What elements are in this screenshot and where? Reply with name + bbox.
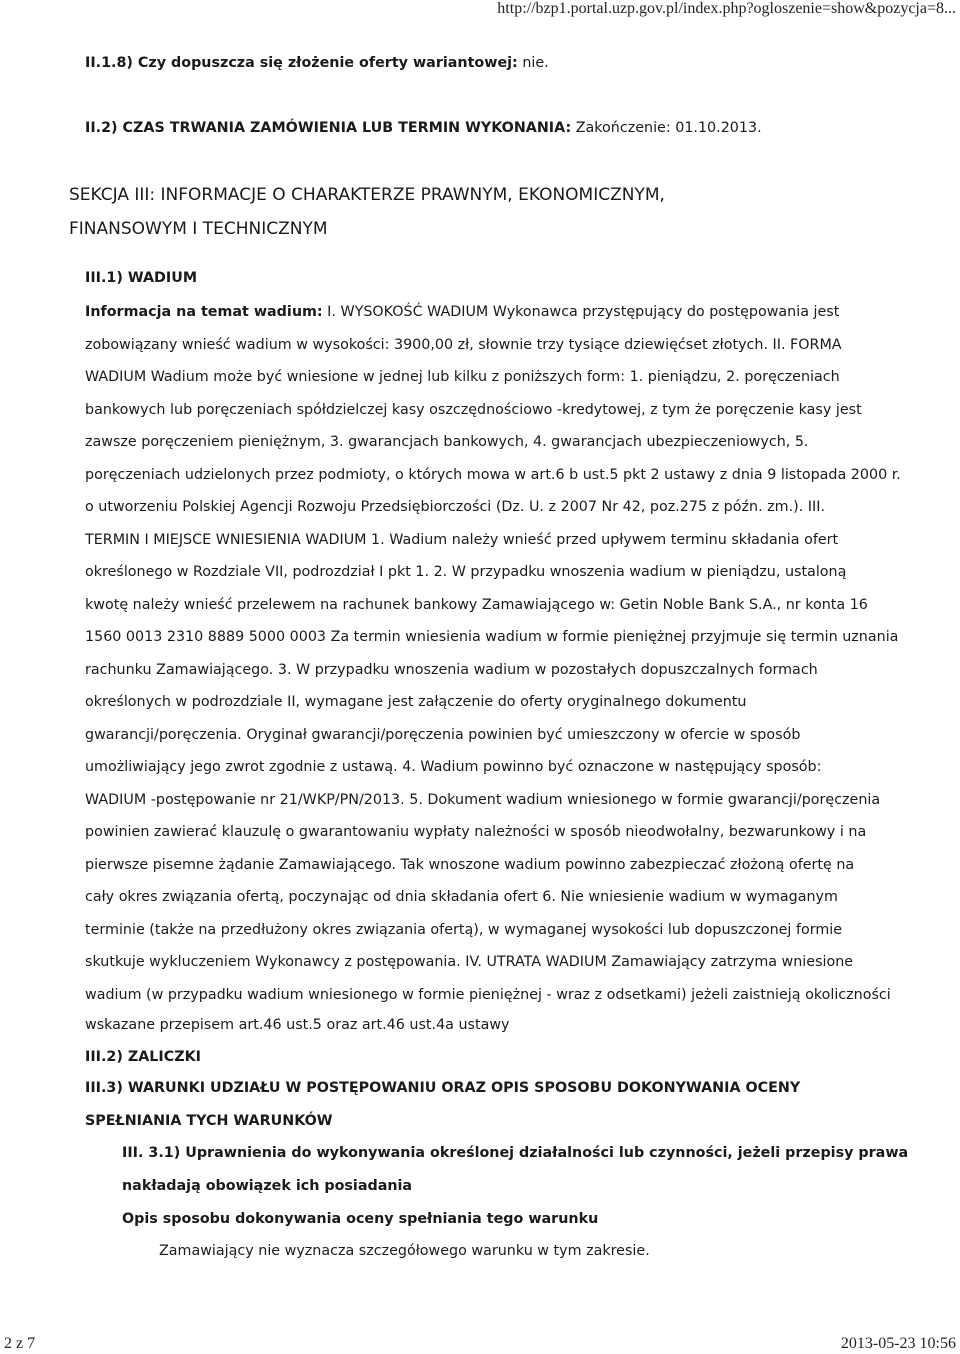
wadium-line: poręczeniach udzielonych przez podmioty, o których mowa w art.6 b ust.5 pkt 2 ustawy z dnia 9 listopada 2000 r.: [85, 466, 901, 483]
wadium-line: terminie (także na przedłużony okres związania ofertą), w wymaganej wysokości lub dopuszczonej formie: [85, 921, 843, 938]
wadium-line: WADIUM -postępowanie nr 21/WKP/PN/2013. 5. Dokument wadium wniesionego w formie gwarancji/poręczenia: [85, 791, 881, 808]
variant-offer-label: II.1.8) Czy dopuszcza się złożenie oferty wariantowej:: [85, 55, 518, 71]
section-title-line1: SEKCJA III: INFORMACJE O CHARAKTERZE PRAWNYM, EKONOMICZNYM,: [69, 185, 665, 205]
variant-offer-line: [85, 53, 549, 73]
section-title-line2: FINANSOWYM I TECHNICZNYM: [69, 219, 328, 239]
wadium-line: wskazane przepisem art.46 ust.5 oraz art.46 ust.4a ustawy: [85, 1017, 510, 1033]
opis-text: Zamawiający nie wyznacza szczegółowego warunku w tym zakresie.: [159, 1243, 650, 1259]
opis-heading: Opis sposobu dokonywania oceny spełniania tego warunku: [122, 1211, 599, 1227]
duration-line: [85, 118, 762, 138]
wadium-line: powinien zawierać klauzulę o gwarantowaniu wypłaty należności w sposób nieodwołalny, bezwarunkowy i na: [85, 824, 867, 840]
wadium-line: określonych w podrozdziale II, wymagane jest załączenie do oferty oryginalnego dokumentu: [85, 694, 747, 710]
wadium-line: skutkuje wykluczeniem Wykonawcy z postępowania. IV. UTRATA WADIUM Zamawiający zatrzyma wniesione: [85, 954, 854, 970]
print-timestamp: 2013-05-23 10:56: [840, 1335, 956, 1352]
wadium-line: pierwsze pisemne żądanie Zamawiającego. Tak wnoszone wadium powinno zabezpieczać złożoną ofertę na: [85, 856, 855, 873]
wadium-line: Informacja na temat wadium: I. WYSOKOŚĆ WADIUM Wykonawca przystępujący do postępowania jest: [85, 304, 840, 320]
uprawnienia-heading-line1: III. 3.1) Uprawnienia do wykonywania określonej działalności lub czynności, jeżeli przepisy prawa: [122, 1145, 909, 1161]
wadium-line: 1560 0013 2310 8889 5000 0003 Za termin wniesienia wadium w formie pieniężnej przyjmuje się termin uznania: [85, 629, 899, 645]
variant-offer-value: nie.: [517, 55, 549, 71]
wadium-line: zawsze poręczeniem pieniężnym, 3. gwarancjach bankowych, 4. gwarancjach ubezpieczeniowych, 5.: [85, 434, 809, 450]
wadium-line: wadium (w przypadku wadium wniesionego w formie pieniężnej - wraz z odsetkami) jeżeli zaistnieją okoliczności: [85, 986, 891, 1003]
duration-value: Zakończenie: 01.10.2013.: [571, 120, 762, 136]
wadium-line: zobowiązany wnieść wadium w wysokości: 3900,00 zł, słownie trzy tysiące dziewięćset złotych. II. FORMA: [85, 336, 842, 353]
wadium-line: rachunku Zamawiającego. 3. W przypadku wnoszenia wadium w pozostałych dopuszczalnych formach: [85, 661, 818, 678]
warunki-heading-line1: III.3) WARUNKI UDZIAŁU W POSTĘPOWANIU ORAZ OPIS SPOSOBU DOKONYWANIA OCENY: [85, 1080, 801, 1096]
wadium-line: TERMIN I MIEJSCE WNIESIENIA WADIUM 1. Wadium należy wnieść przed upływem terminu składania ofert: [85, 531, 839, 548]
wadium-line: określonego w Rozdziale VII, podrozdział I pkt 1. 2. W przypadku wnoszenia wadium w pieniądzu, ustaloną: [85, 564, 847, 580]
wadium-line: cały okres związania ofertą, poczynając od dnia składania ofert 6. Nie wniesienie wadium w wymaganym: [85, 889, 838, 905]
wadium-line: gwarancji/poręczenia. Oryginał gwarancji/poręczenia powinien być umieszczony w ofercie w sposób: [85, 726, 801, 743]
page-url: http://bzp1.portal.uzp.gov.pl/index.php?ogloszenie=show&pozycja=8...: [497, 0, 956, 17]
duration-label: II.2) CZAS TRWANIA ZAMÓWIENIA LUB TERMIN WYKONANIA:: [85, 120, 572, 136]
wadium-line: bankowych lub poręczeniach spółdzielczej kasy oszczędnościowo -kredytowej, z tym że poręczenie kasy jest: [85, 401, 862, 418]
warunki-heading-line2: SPEŁNIANIA TYCH WARUNKÓW: [85, 1113, 333, 1129]
wadium-line: o utworzeniu Polskiej Agencji Rozwoju Przedsiębiorczości (Dz. U. z 2007 Nr 42, poz.275 z późn. zm.). III.: [85, 499, 825, 515]
wadium-line: WADIUM Wadium może być wniesione w jednej lub kilku z poniższych form: 1. pieniądzu, 2. poręczeniach: [85, 369, 840, 385]
page-number: 2 z 7: [4, 1335, 36, 1352]
wadium-line: umożliwiający jego zwrot zgodnie z ustawą. 4. Wadium powinno być oznaczone w następujący sposób:: [85, 759, 822, 775]
uprawnienia-heading-line2: nakładają obowiązek ich posiadania: [122, 1178, 413, 1194]
wadium-info-label: Informacja na temat wadium:: [85, 304, 323, 320]
zaliczki-heading: III.2) ZALICZKI: [85, 1049, 201, 1065]
wadium-heading: III.1) WADIUM: [85, 270, 198, 286]
wadium-line: kwotę należy wnieść przelewem na rachunek bankowy Zamawiającego w: Getin Noble Bank S.A., nr konta 16: [85, 596, 868, 613]
